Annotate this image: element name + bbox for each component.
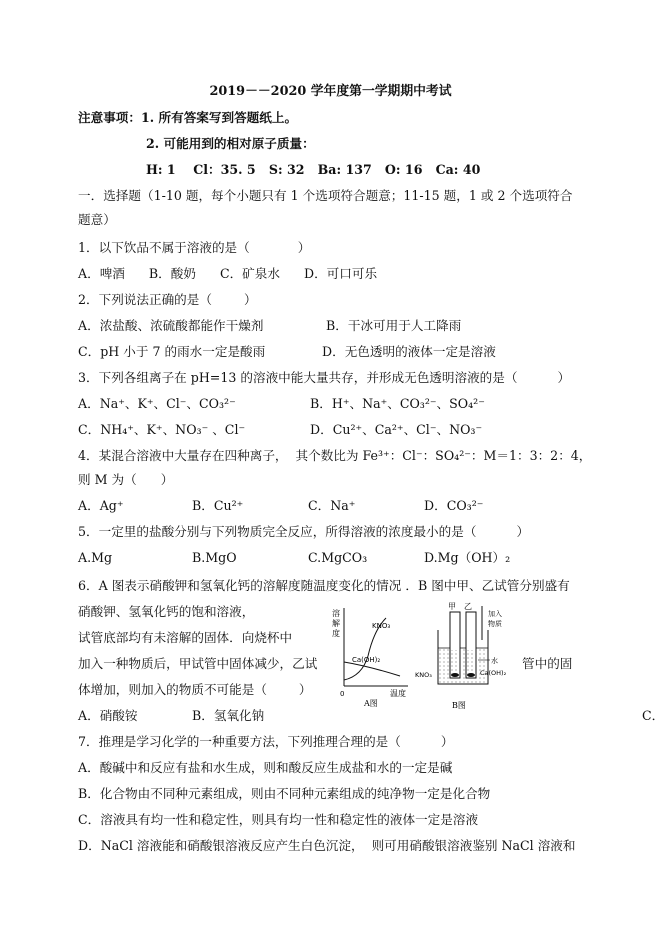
q3-option-d: D．Cu²⁺、Ca²⁺、Cl⁻、NO₃⁻: [310, 422, 483, 437]
figure-a-ylabel-1: 溶: [332, 609, 340, 618]
figure-b-water: [439, 649, 487, 683]
q7-option-c: C．溶液具有均一性和稳定性，则具有均一性和稳定性的液体一定是溶液: [78, 812, 479, 827]
q1-stem: 1．以下饮品不属于溶液的是（ ）: [78, 240, 311, 255]
figure-b-label-kno3: KNO₃: [415, 671, 432, 679]
notes-item-1: 1. 所有答案写到答题纸上。: [140, 110, 298, 125]
q2-stem: 2．下列说法正确的是（ ）: [78, 292, 257, 307]
q6-option-c: C．: [642, 708, 664, 723]
q6-option-a: A．硝酸铵: [78, 708, 138, 723]
q4-line-1: 4．某混合溶液中大量存在四种离子， 其个数比为 Fe³⁺：Cl⁻：SO₄²⁻：M＝1：3：2：4，: [78, 448, 592, 463]
exam-title: 2019－－2020 学年度第一学期期中考试: [209, 84, 452, 99]
figure-a-caoh2-curve: [344, 662, 400, 676]
figure-b-label-add-2: 物质: [488, 620, 502, 628]
atomic-masses: H: 1 Cl：35. 5 S: 32 Ba: 137 O: 16 Ca: 40: [146, 162, 481, 177]
figure-b-beaker-diagram: [414, 600, 520, 712]
q5-option-d: D.Mg（OH）₂: [424, 550, 511, 565]
figure-b-tube-jia-solid: [451, 673, 459, 677]
figure-a-origin: 0: [340, 690, 345, 698]
q3-stem: 3．下列各组离子在 pH=13 的溶液中能大量共存，并形成无色透明溶液的是（ ）: [78, 370, 571, 385]
q7-option-a: A．酸碱中和反应有盐和水生成，则和酸反应生成盐和水的一定是碱: [78, 760, 453, 775]
figure-b-tube-yi-solution: [467, 650, 475, 677]
figure-a-caption: A图: [364, 699, 378, 708]
figure-b-caption: B图: [452, 701, 466, 710]
q6-line-2: 硝酸钾、氢氧化钙的饱和溶液，: [78, 604, 255, 619]
figure-b-label-jia: 甲: [448, 602, 456, 611]
q7-stem: 7．推理是学习化学的一种重要方法，下列推理合理的是（ ）: [78, 734, 454, 749]
q6-option-b: B．氢氧化钠: [192, 708, 265, 723]
q7-option-d: D．NaCl 溶液能和硝酸银溶液反应产生白色沉淀， 则可用硝酸银溶液鉴别 NaCl 溶液和: [78, 838, 576, 853]
q6-line-3: 试管底部均有未溶解的固体．向烧杯中: [78, 630, 293, 645]
figure-b-label-add-1: 加入: [488, 610, 502, 618]
q2-option-d: D．无色透明的液体一定是溶液: [322, 344, 496, 359]
notes-label: 注意事项：: [78, 110, 141, 125]
figure-a-ylabel-2: 解: [332, 619, 340, 628]
q1-options: A．啤酒 B．酸奶 C．矿泉水 D．可口可乐: [78, 266, 378, 281]
section-heading-line-1: 一．选择题（1-10 题，每个小题只有 1 个选项符合题意；11-15 题，1 或 2 个选项符合: [78, 188, 573, 203]
notes-item-2: 2. 可能用到的相对原子质量：: [146, 136, 315, 151]
figure-a-kno3-label: KNO₃: [372, 622, 391, 630]
q5-option-a: A.Mg: [78, 550, 113, 565]
figure-b-label-caoh2: Ca(OH)₂: [480, 669, 507, 677]
figure-a-xlabel: 温度: [390, 689, 406, 698]
figure-a-ylabel-3: 度: [332, 629, 340, 638]
figure-b-label-yi: 乙: [464, 602, 472, 611]
q5-stem: 5．一定里的盐酸分别与下列物质完全反应，所得溶液的浓度最小的是（ ）: [78, 524, 530, 539]
q4-option-b: B．Cu²⁺: [192, 498, 244, 513]
q2-option-c: C．pH 小于 7 的雨水一定是酸雨: [78, 344, 266, 359]
q4-line-2: 则 M 为（ ）: [78, 472, 174, 487]
q3-option-a: A．Na⁺、K⁺、Cl⁻、CO₃²⁻: [78, 396, 236, 411]
figure-a-caoh2-label: Ca(OH)₂: [352, 656, 381, 664]
q3-option-b: B．H⁺、Na⁺、CO₃²⁻、SO₄²⁻: [310, 396, 485, 411]
q6-line-1: 6．A 图表示硝酸钾和氢氧化钙的溶解度随温度变化的情况 ．B 图中甲、乙试管分别盛有: [78, 578, 570, 593]
q3-option-c: C．NH₄⁺、K⁺、NO₃⁻ 、Cl⁻: [78, 422, 246, 437]
q4-option-c: C．Na⁺: [308, 498, 356, 513]
q4-option-a: A．Ag⁺: [78, 498, 124, 513]
figure-b-label-water: 水: [491, 657, 498, 665]
q2-option-b: B．干冰可用于人工降雨: [326, 318, 462, 333]
q4-option-d: D．CO₃²⁻: [424, 498, 484, 513]
q5-option-c: C.MgCO₃: [308, 550, 368, 565]
notes-line-1: [78, 110, 297, 126]
figure-a-solubility-chart: [328, 604, 414, 708]
figure-b-tube-yi-solid: [467, 673, 475, 677]
q2-option-a: A．浓盐酸、浓硫酸都能作干燥剂: [78, 318, 264, 333]
section-heading-line-2: 题意）: [78, 212, 116, 227]
figure-b-tube-jia-solution: [451, 650, 459, 677]
q6-line-4: 加入一种物质后，甲试管中固体减少，乙试: [78, 656, 318, 671]
q5-option-b: B.MgO: [192, 550, 237, 565]
q6-line-4-end: 管中的固: [522, 656, 573, 671]
q7-option-b: B．化合物由不同种元素组成，则由不同种元素组成的纯净物一定是化合物: [78, 786, 491, 801]
q6-line-5: 体增加，则加入的物质不可能是（ ）: [78, 682, 312, 697]
